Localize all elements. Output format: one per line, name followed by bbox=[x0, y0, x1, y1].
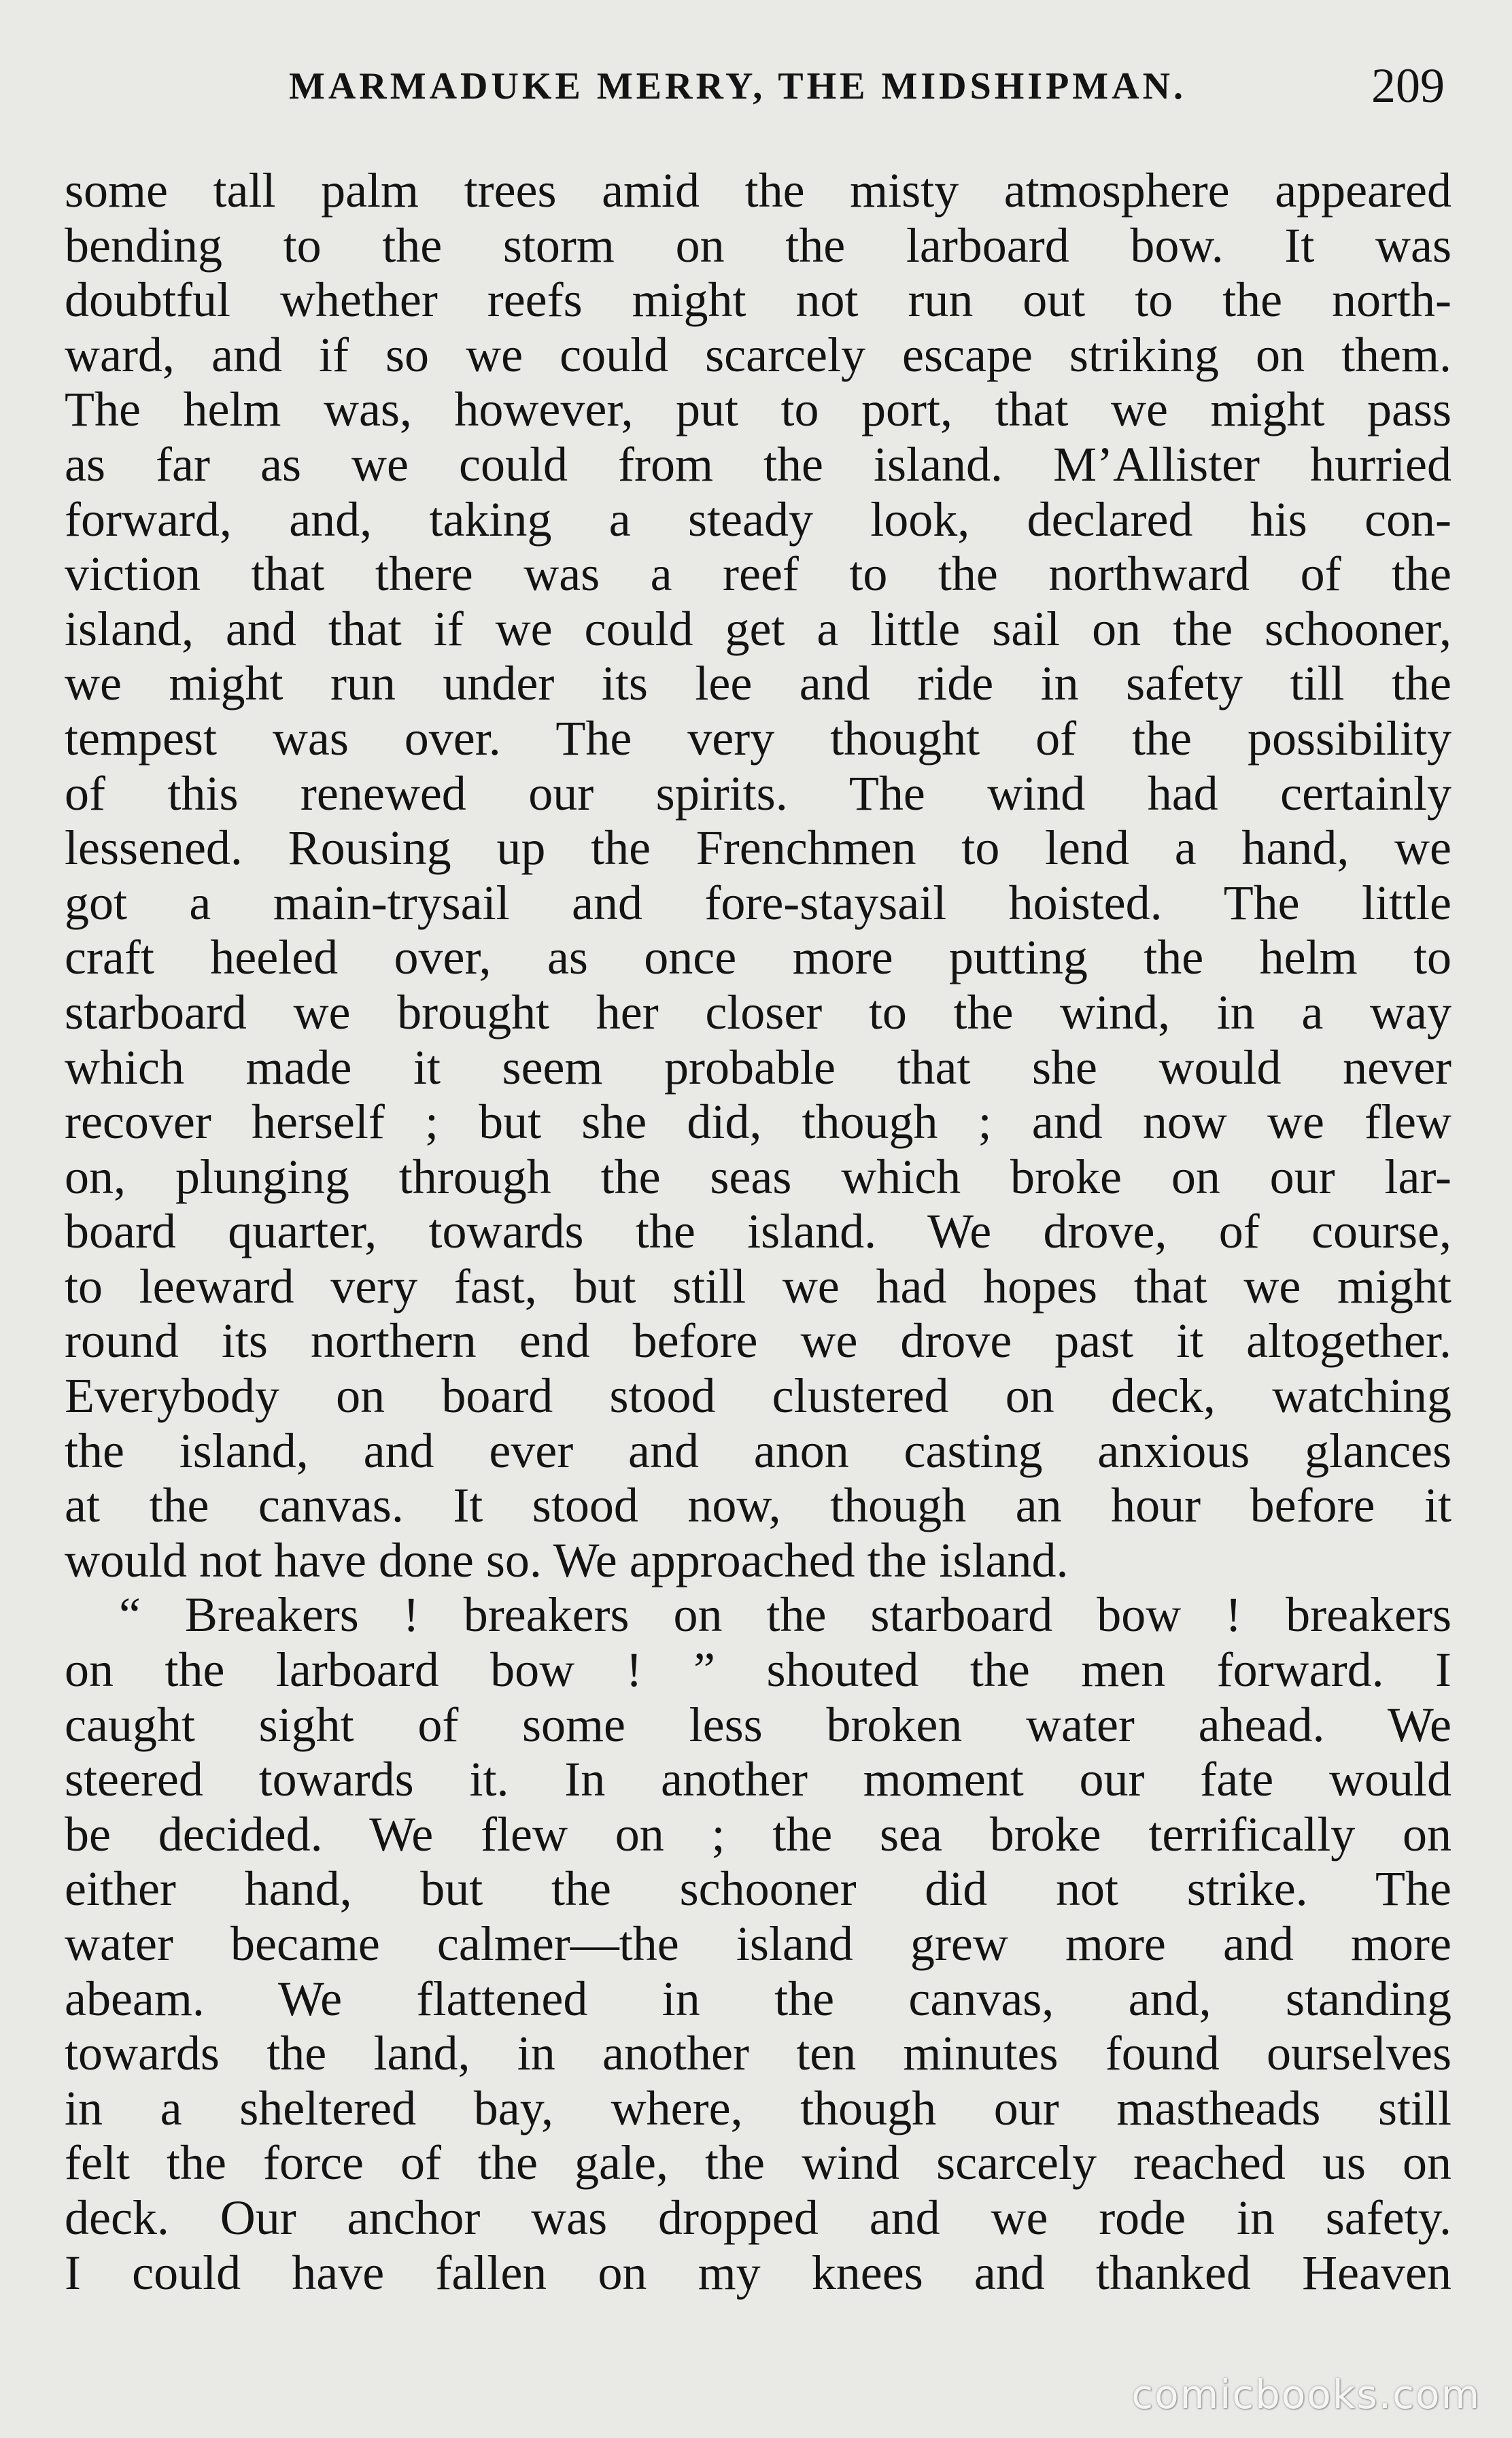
text-line: either hand, but the schooner did not strike. The bbox=[65, 1861, 1451, 1917]
text-line: caught sight of some less broken water ahead. We bbox=[65, 1697, 1451, 1752]
watermark: comicbooks.com bbox=[1131, 2371, 1481, 2418]
text-line: bending to the storm on the larboard bow. It was bbox=[65, 218, 1451, 273]
text-line: which made it seem probable that she would never bbox=[65, 1040, 1451, 1095]
text-line: board quarter, towards the island. We drove, of course, bbox=[65, 1204, 1451, 1259]
text-line: some tall palm trees amid the misty atmosphere appeared bbox=[65, 163, 1451, 218]
text-line: lessened. Rousing up the Frenchmen to lend a hand, we bbox=[65, 821, 1451, 876]
text-line: “ Breakers ! breakers on the starboard bow ! breakers bbox=[119, 1587, 1451, 1643]
text-line: recover herself ; but she did, though ; and now we flew bbox=[65, 1095, 1451, 1150]
text-line: tempest was over. The very thought of the possibility bbox=[65, 710, 1451, 766]
text-line: to leeward very fast, but still we had hopes that we might bbox=[65, 1258, 1451, 1314]
text-line: island, and that if we could get a little sail on the schooner, bbox=[65, 601, 1451, 656]
text-line: got a main-trysail and fore-staysail hoisted. The little bbox=[65, 875, 1451, 930]
text-line: viction that there was a reef to the northward of the bbox=[65, 547, 1451, 602]
text-line: abeam. We flattened in the canvas, and, standing bbox=[65, 1971, 1451, 2026]
text-line: I could have fallen on my knees and thanked Heaven bbox=[65, 2245, 1451, 2300]
text-line: ward, and if so we could scarcely escape striking on them. bbox=[65, 327, 1451, 382]
text-line: we might run under its lee and ride in safety till the bbox=[65, 656, 1451, 711]
text-line: starboard we brought her closer to the wind, in a way bbox=[65, 984, 1451, 1040]
running-title: MARMADUKE MERRY, THE MIDSHIPMAN. bbox=[289, 65, 1187, 107]
text-line: forward, and, taking a steady look, declared his con- bbox=[65, 492, 1451, 547]
text-line: felt the force of the gale, the wind scarcely reached us on bbox=[65, 2135, 1451, 2191]
text-line: The helm was, however, put to port, that we might pass bbox=[65, 382, 1451, 437]
text-line: craft heeled over, as once more putting the helm to bbox=[65, 930, 1451, 985]
text-line: at the canvas. It stood now, though an hour before it bbox=[65, 1478, 1451, 1533]
body-text bbox=[65, 163, 1451, 2300]
text-line: steered towards it. In another moment our fate would bbox=[65, 1752, 1451, 1807]
text-line: on, plunging through the seas which broke on our lar- bbox=[65, 1149, 1451, 1204]
text-line: as far as we could from the island. M’Allister hurried bbox=[65, 436, 1451, 492]
running-head bbox=[289, 58, 1445, 119]
text-line: towards the land, in another ten minutes found ourselves bbox=[65, 2026, 1451, 2081]
text-line: doubtful whether reefs might not run out to the north- bbox=[65, 273, 1451, 328]
text-line: round its northern end before we drove past it altogether. bbox=[65, 1314, 1451, 1369]
text-line: on the larboard bow ! ” shouted the men forward. I bbox=[65, 1643, 1451, 1698]
text-line: the island, and ever and anon casting anxious glances bbox=[65, 1423, 1451, 1478]
text-line: water became calmer—the island grew more and more bbox=[65, 1917, 1451, 1971]
text-line: Everybody on board stood clustered on deck, watching bbox=[65, 1369, 1451, 1424]
text-line: would not have done so. We approached the island. bbox=[65, 1532, 1069, 1587]
text-line: be decided. We flew on ; the sea broke terrifically on bbox=[65, 1806, 1451, 1861]
text-line: deck. Our anchor was dropped and we rode in safety. bbox=[65, 2190, 1451, 2245]
page-number: 209 bbox=[1371, 58, 1445, 113]
text-line: of this renewed our spirits. The wind had certainly bbox=[65, 766, 1451, 821]
text-line: in a sheltered bay, where, though our mastheads still bbox=[65, 2080, 1451, 2135]
